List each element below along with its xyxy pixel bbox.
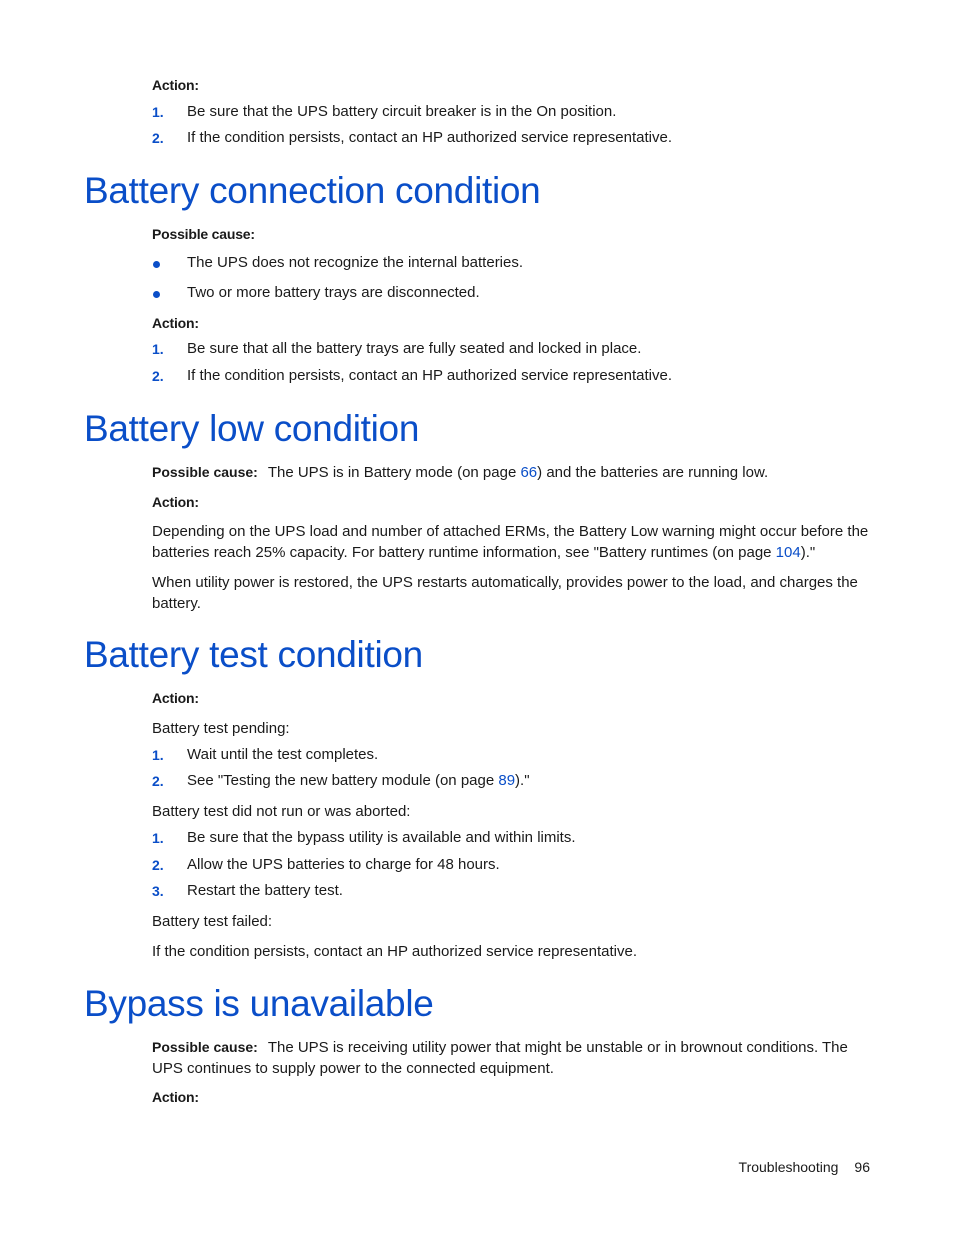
action-paragraph <box>152 521 872 563</box>
step-number: 1. <box>152 341 164 357</box>
cause-text: The UPS is in Battery mode (on page <box>267 464 521 481</box>
step-text: Be sure that the bypass utility is available and within limits. <box>187 829 576 846</box>
step-number: 2. <box>152 773 164 789</box>
action-label: Action: <box>152 494 199 510</box>
action-label: Action: <box>152 1089 199 1105</box>
step-text: Allow the UPS batteries to charge for 48 hours. <box>187 856 500 873</box>
possible-cause-label: Possible cause: <box>152 226 255 242</box>
possible-cause-label: Possible cause: <box>152 1039 258 1055</box>
section-heading-bypass-unavailable: Bypass is unavailable <box>84 983 434 1024</box>
step-number: 2. <box>152 130 164 146</box>
possible-cause-line <box>152 462 872 483</box>
step-text-part: )." <box>515 772 530 789</box>
cause-item: Two or more battery trays are disconnected. <box>187 284 480 301</box>
step-text-part: See "Testing the new battery module (on page <box>187 772 499 789</box>
action-label: Action: <box>152 690 199 706</box>
page-number: 96 <box>854 1159 870 1175</box>
step-text: Restart the battery test. <box>187 882 343 899</box>
page-footer <box>739 1159 870 1175</box>
subheading: Battery test pending: <box>152 720 290 737</box>
step-text: Be sure that all the battery trays are fully seated and locked in place. <box>187 340 642 357</box>
step-number: 3. <box>152 883 164 899</box>
subheading: Battery test failed: <box>152 913 273 930</box>
step-number: 1. <box>152 104 164 120</box>
page-link[interactable]: 66 <box>520 464 538 481</box>
step-text: If the condition persists, contact an HP authorized service representative. <box>187 129 672 146</box>
possible-cause-line <box>152 1037 872 1079</box>
action-label: Action: <box>152 315 199 331</box>
failed-text: If the condition persists, contact an HP authorized service representative. <box>152 943 637 960</box>
paragraph-text: )." <box>800 544 816 561</box>
step-number: 1. <box>152 830 164 846</box>
step-text <box>187 772 530 789</box>
paragraph-text: Depending on the UPS load and number of attached ERMs, the Battery Low warning might occur before the batteries reach 25% capacity. For battery runtime information, see "Battery runtimes (on page <box>152 523 869 561</box>
subheading: Battery test did not run or was aborted: <box>152 803 411 820</box>
step-number: 1. <box>152 747 164 763</box>
cause-item: The UPS does not recognize the internal batteries. <box>187 254 524 271</box>
possible-cause-label: Possible cause: <box>152 464 258 480</box>
step-text: If the condition persists, contact an HP authorized service representative. <box>187 367 672 384</box>
action-label: Action: <box>152 77 199 93</box>
page-link[interactable]: 104 <box>775 544 801 561</box>
step-text: Be sure that the UPS battery circuit breaker is in the On position. <box>187 103 617 120</box>
step-number: 2. <box>152 857 164 873</box>
cause-text: The UPS is receiving utility power that might be unstable or in brownout conditions. The UPS continues to supply power to the connected equipment. <box>152 1039 848 1077</box>
footer-section: Troubleshooting <box>738 1159 839 1175</box>
section-heading-battery-low: Battery low condition <box>84 408 420 449</box>
section-heading-battery-test: Battery test condition <box>84 634 423 675</box>
step-number: 2. <box>152 368 164 384</box>
action-paragraph: When utility power is restored, the UPS restarts automatically, provides power to the load, and charges the battery. <box>152 574 858 612</box>
bullet-icon <box>153 291 160 298</box>
cause-text: ) and the batteries are running low. <box>537 464 769 481</box>
section-heading-battery-connection: Battery connection condition <box>84 170 541 211</box>
page-link[interactable]: 89 <box>498 772 516 789</box>
step-text: Wait until the test completes. <box>187 746 379 763</box>
bullet-icon <box>153 261 160 268</box>
